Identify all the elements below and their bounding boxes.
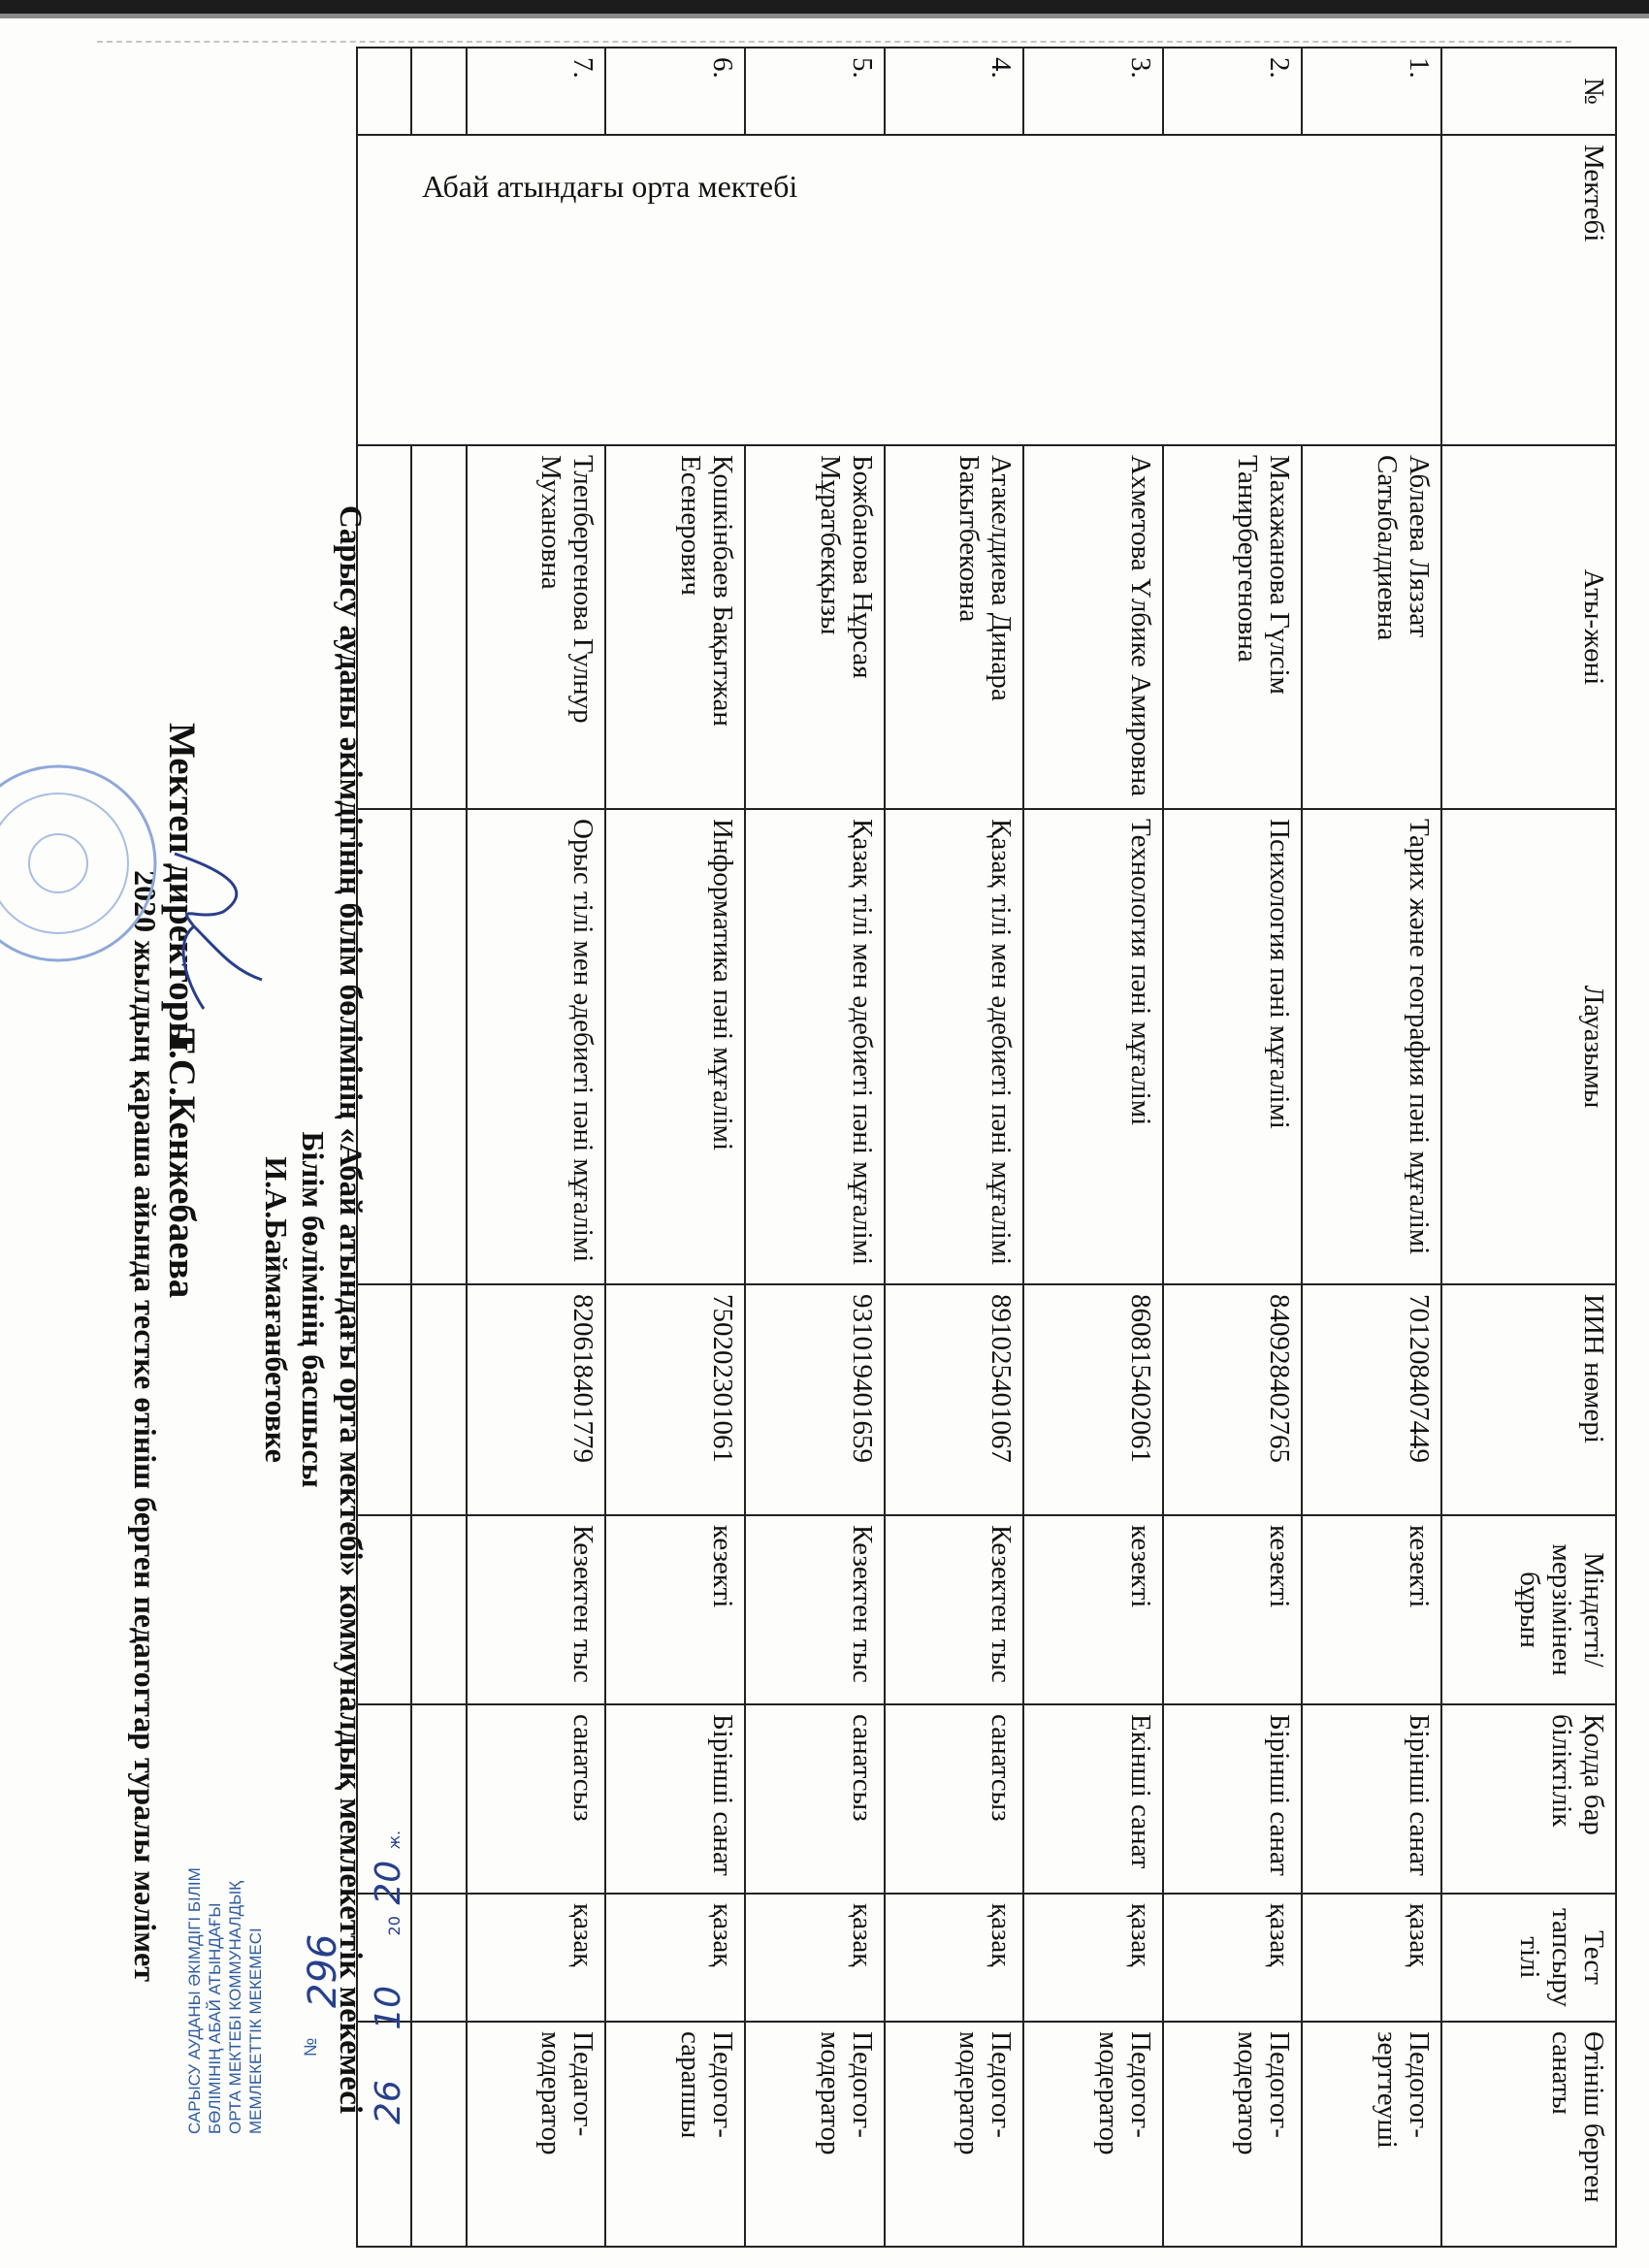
cell-position: Психология пәні мұғалімі: [1163, 809, 1303, 1284]
reg-stamp-line-4: МЕМЛЕКЕТТІК МЕКЕМЕСІ: [246, 1928, 265, 2134]
cell-requested-category: Педогог-зерттеуші: [1302, 2022, 1441, 2247]
cell-current-category: Бірінші санат: [1302, 1704, 1441, 1894]
header-iin: ИИН нөмері: [1441, 1284, 1616, 1515]
signature-name: Т.С.Кенжебаева: [161, 1028, 203, 1299]
cell-obligation: кезекті: [1023, 1515, 1163, 1704]
header-test-language: Тест тапсыру тілі: [1441, 1894, 1616, 2022]
header-requested-category: Өтініш берген санаты: [1441, 2022, 1616, 2247]
cell-iin: 701208407449: [1302, 1284, 1441, 1515]
cell-test-language: қазақ: [745, 1894, 885, 2022]
empty-cell: [411, 445, 466, 809]
cell-iin: 860815402061: [1023, 1284, 1163, 1515]
cell-name: Қошкінбаев Бақытжан Есенерович: [605, 445, 745, 809]
teachers-table-container: [356, 47, 1617, 2246]
cell-test-language: қазақ: [1023, 1894, 1163, 2022]
cell-obligation: кезекті: [605, 1515, 745, 1704]
reg-stamp-year-suffix: 20: [369, 1860, 408, 1905]
header-name: Аты-жөні: [1441, 445, 1616, 809]
org-header-line-1: Сарысу ауданы әкімдігінің білім бөлімінің «Абай атындағы орта мектебі» коммуналдық мемлекеттік мекемесі: [333, 504, 368, 2115]
cell-obligation: Кезектен тыс: [885, 1515, 1024, 1704]
reg-stamp-date: [369, 1831, 408, 2124]
cell-position: Тарих және география пәні мұғалімі: [1302, 809, 1441, 1284]
cell-requested-category: Педогог-модератор: [885, 2022, 1024, 2247]
reg-stamp-number: 296: [301, 1933, 345, 2008]
cell-requested-category: Педагог-модератор: [467, 2022, 606, 2247]
cell-position: Қазақ тілі мен әдебиеті пәні мұғалімі: [885, 809, 1024, 1284]
empty-cell: [411, 1284, 466, 1515]
reg-stamp-month: 10: [369, 1985, 408, 2030]
cell-iin: 891025401067: [885, 1284, 1024, 1515]
school-name-vertical: Абай атындағы орта мектебі: [422, 169, 798, 204]
empty-cell: [411, 1894, 466, 2022]
cell-no: 5.: [745, 48, 885, 135]
round-seal-stamp: [0, 737, 165, 989]
empty-cell: [411, 1704, 466, 1894]
cell-iin: 820618401779: [467, 1284, 606, 1515]
cell-test-language: қазақ: [467, 1894, 606, 2022]
header-obligation: Міндетті/ мерзімінен бұрын: [1441, 1515, 1616, 1704]
cell-obligation: Кезектен тыс: [467, 1515, 606, 1704]
cell-current-category: санатсыз: [885, 1704, 1024, 1894]
document-title: 2020 жылдың қараша айында тестке өтініш берген педагогтар туралы мәлімет: [128, 870, 163, 1982]
cell-position: Технология пәні мұғалімі: [1023, 809, 1163, 1284]
cell-no: 3.: [1023, 48, 1163, 135]
cell-current-category: Бірінші санат: [1163, 1704, 1303, 1894]
header-no: №: [1441, 48, 1616, 135]
signature-title: Мектеп директоры: [161, 723, 203, 1052]
table-row: [1302, 48, 1441, 2247]
cell-requested-category: Педогог-модератор: [1163, 2022, 1303, 2247]
cell-no: 2.: [1163, 48, 1303, 135]
cell-position: Қазақ тілі мен әдебиеті пәні мұғалімі: [745, 809, 885, 1284]
cell-test-language: қазақ: [1302, 1894, 1441, 2022]
cell-requested-category: Педогог-сарапшы: [605, 2022, 745, 2247]
header-school: Мектебі: [1441, 135, 1616, 445]
cell-no: 6.: [605, 48, 745, 135]
table-header-row: [1441, 48, 1616, 2247]
cell-obligation: кезекті: [1302, 1515, 1441, 1704]
cell-no: 4.: [885, 48, 1024, 135]
org-header-line-3: И.А.Баймағанбетовке: [259, 1156, 294, 1463]
cell-name: Махажанова Гүлсім Танирбергеновна: [1163, 445, 1303, 809]
cell-name: Атакелдиева Динара Бакытбековна: [885, 445, 1024, 809]
cell-current-category: санатсыз: [745, 1704, 885, 1894]
org-header-line-2: Білім бөлімінің басшысы: [296, 1131, 331, 1488]
cell-current-category: Екінші санат: [1023, 1704, 1163, 1894]
cell-obligation: кезекті: [1163, 1515, 1303, 1704]
cell-test-language: қазақ: [885, 1894, 1024, 2022]
cell-iin: 931019401659: [745, 1284, 885, 1515]
reg-stamp-line-3: ОРТА МЕКТЕБІ КОММУНАЛДЫҚ: [226, 1880, 244, 2134]
reg-stamp-year-prefix: 20: [385, 1916, 404, 1936]
header-current-category: Қолда бар біліктілік: [1441, 1704, 1616, 1894]
cell-iin: 750202301061: [605, 1284, 745, 1515]
empty-cell: [411, 809, 466, 1284]
table-body: [357, 48, 1441, 2247]
cell-current-category: санатсыз: [467, 1704, 606, 1894]
reg-stamp-line-2: БӨЛІМІНІҢ АБАЙ АТЫНДАҒЫ: [206, 1902, 224, 2134]
cell-name: Аблаева Ляззат Сатыбалдиевна: [1302, 445, 1441, 809]
cell-no: 7.: [467, 48, 606, 135]
reg-stamp-number-label: №: [301, 2037, 320, 2057]
cell-school: [357, 135, 1441, 445]
reg-stamp-year-end: ж.: [385, 1830, 404, 1850]
cell-no: 1.: [1302, 48, 1441, 135]
empty-cell: [411, 48, 466, 135]
cell-position: Орыс тілі мен әдебиеті пәні мұғалімі: [467, 809, 606, 1284]
cell-obligation: Кезектен тыс: [745, 1515, 885, 1704]
cell-requested-category: Педогог-модератор: [745, 2022, 885, 2247]
empty-cell: [411, 1515, 466, 1704]
cell-name: Божбанова Нұрсая Мұратбекқызы: [745, 445, 885, 809]
reg-stamp-line-1: САРЫСУ АУДАНЫ ӘКІМДІГІ БІЛІМ: [185, 1867, 204, 2134]
cell-test-language: қазақ: [1163, 1894, 1303, 2022]
cell-iin: 840928402765: [1163, 1284, 1303, 1515]
empty-cell: [411, 2022, 466, 2247]
cell-test-language: қазақ: [605, 1894, 745, 2022]
cell-name: Тлепбергенова Гулнур Мухановна: [467, 445, 606, 809]
registration-stamp: [184, 1830, 408, 2134]
cell-name: Ахметова Үлбике Амировна: [1023, 445, 1163, 809]
reg-stamp-day: 26: [369, 2080, 408, 2124]
teachers-table: [356, 47, 1617, 2248]
cell-current-category: Бірінші санат: [605, 1704, 745, 1894]
header-position: Лауазымы: [1441, 809, 1616, 1284]
cell-position: Информатика пәні мұғалімі: [605, 809, 745, 1284]
empty-cell: [357, 48, 411, 135]
cell-requested-category: Педогог-модератор: [1023, 2022, 1163, 2247]
